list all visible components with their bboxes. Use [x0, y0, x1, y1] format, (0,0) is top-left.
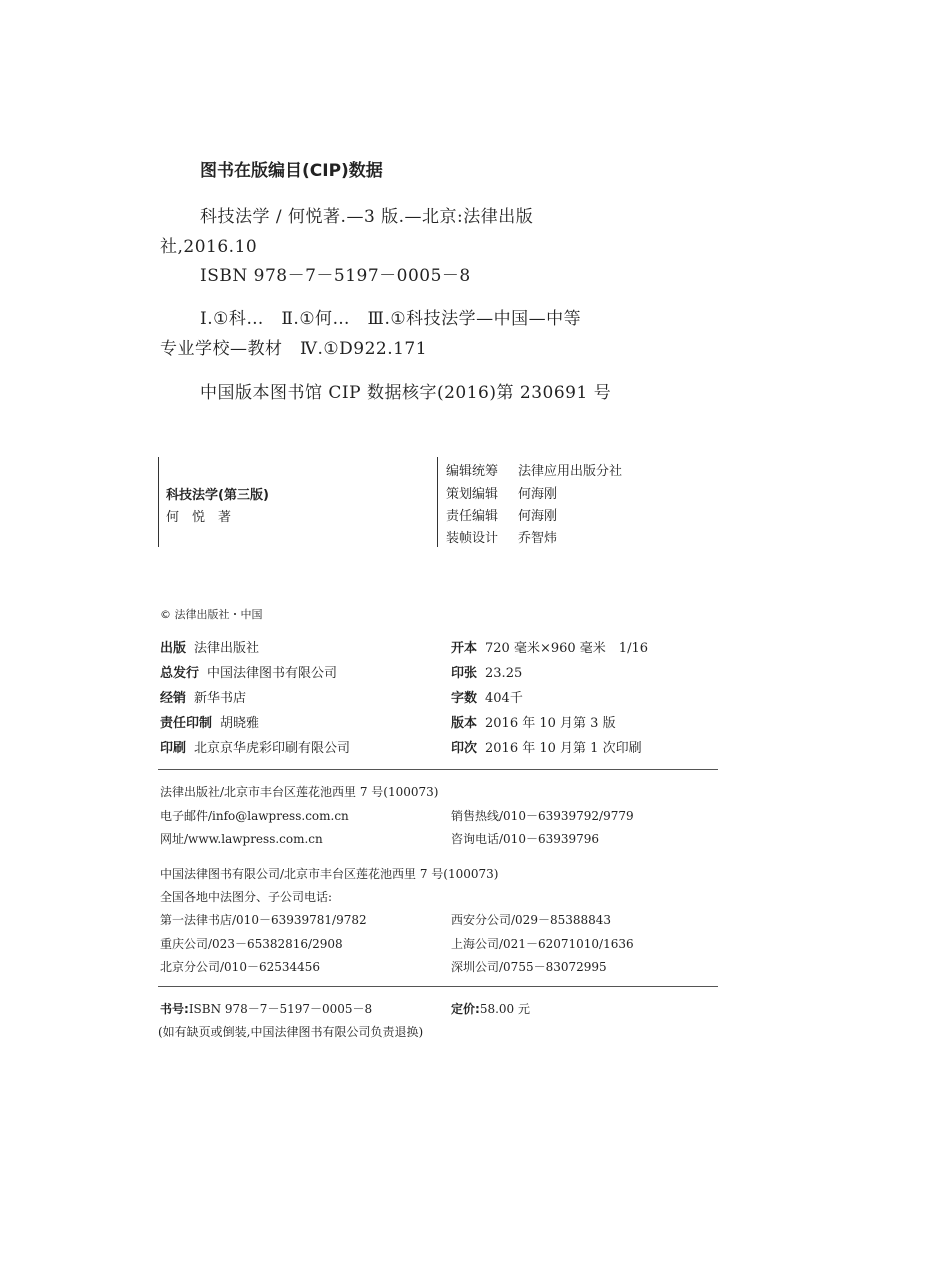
branch-phone: 北京分公司/010－62534456	[160, 960, 321, 974]
pub-value: 中国法律图书有限公司	[207, 666, 338, 681]
pub-label: 字数	[451, 691, 478, 706]
pub-value: 北京京华虎彩印刷有限公司	[194, 741, 351, 756]
cip-line-1: 科技法学 / 何悦著.—3 版.—北京:法律出版	[200, 207, 534, 227]
inquiry-phone: 咨询电话/010－63939796	[451, 832, 600, 846]
return-note: (如有缺页或倒装,中国法律图书有限公司负责退换)	[158, 1025, 424, 1039]
price-label: 定价:	[451, 1002, 480, 1016]
pub-value: 胡晓雅	[220, 716, 260, 731]
branch-phone: 西安分公司/029－85388843	[451, 913, 612, 927]
pub-label: 印次	[451, 741, 478, 756]
box-middle-rule	[437, 457, 438, 547]
pub-label: 经销	[160, 691, 187, 706]
pub-value: 720 毫米×960 毫米 1/16	[485, 641, 648, 656]
book-title: 科技法学(第三版)	[166, 488, 269, 503]
pub-row	[160, 712, 259, 731]
pub-row	[160, 637, 259, 656]
pub-value: 2016 年 10 月第 1 次印刷	[485, 741, 642, 756]
staff-name: 乔智炜	[518, 531, 558, 546]
pub-value: 23.25	[485, 666, 523, 681]
press-email: 电子邮件/info@lawpress.com.cn	[160, 809, 349, 823]
divider	[158, 986, 718, 987]
pub-row	[160, 662, 337, 681]
distributor-address: 中国法律图书有限公司/北京市丰台区莲花池西里 7 号(100073)	[160, 867, 499, 881]
cip-heading: 图书在版编目(CIP)数据	[200, 161, 383, 181]
staff-name: 何海刚	[518, 509, 558, 524]
press-website: 网址/www.lawpress.com.cn	[160, 832, 323, 846]
pub-label: 出版	[160, 641, 187, 656]
price	[451, 1000, 530, 1017]
pub-label: 版本	[451, 716, 478, 731]
pub-row	[451, 712, 616, 731]
book-number-label: 书号:	[160, 1002, 189, 1016]
pub-value: 新华书店	[194, 691, 247, 706]
cip-subject-line-1: Ⅰ.①科… Ⅱ.①何… Ⅲ.①科技法学—中国—中等	[200, 309, 582, 329]
divider	[158, 769, 718, 770]
staff-name: 法律应用出版分社	[518, 464, 623, 479]
staff-name: 何海刚	[518, 487, 558, 502]
branch-phone: 第一法律书店/010－63939781/9782	[160, 913, 367, 927]
pub-value: 2016 年 10 月第 3 版	[485, 716, 616, 731]
staff-role: 策划编辑	[446, 487, 499, 502]
pub-row	[160, 737, 350, 756]
copyright-line: © 法律出版社・中国	[160, 608, 263, 621]
pub-row	[451, 662, 522, 681]
branch-phone: 深圳公司/0755－83072995	[451, 960, 607, 974]
staff-role: 编辑统筹	[446, 464, 499, 479]
pub-label: 责任印制	[160, 716, 213, 731]
pub-label: 印张	[451, 666, 478, 681]
cip-subject-line-2: 专业学校—教材 Ⅳ.①D922.171	[160, 339, 428, 359]
pub-row	[451, 687, 523, 706]
pub-row	[451, 637, 648, 656]
book-number-value: ISBN 978－7－5197－0005－8	[188, 1002, 373, 1016]
staff-role: 装帧设计	[446, 531, 499, 546]
branch-phone: 上海公司/021－62071010/1636	[451, 937, 634, 951]
pub-label: 印刷	[160, 741, 187, 756]
branch-phone: 重庆公司/023－65382816/2908	[160, 937, 343, 951]
pub-row	[451, 737, 642, 756]
staff-role: 责任编辑	[446, 509, 499, 524]
cip-isbn: ISBN 978－7－5197－0005－8	[200, 266, 471, 286]
pub-value: 法律出版社	[194, 641, 260, 656]
book-number	[160, 1000, 372, 1017]
box-left-rule	[158, 457, 159, 547]
pub-value: 404千	[485, 691, 523, 706]
press-address: 法律出版社/北京市丰台区莲花池西里 7 号(100073)	[160, 785, 439, 799]
pub-label: 总发行	[160, 666, 200, 681]
pub-label: 开本	[451, 641, 478, 656]
price-value: 58.00 元	[479, 1002, 530, 1016]
book-author: 何 悦 著	[166, 510, 232, 525]
cip-line-2: 社,2016.10	[160, 237, 258, 257]
sales-hotline: 销售热线/010－63939792/9779	[451, 809, 634, 823]
pub-row	[160, 687, 246, 706]
branches-heading: 全国各地中法图分、子公司电话:	[160, 890, 333, 904]
cip-number: 中国版本图书馆 CIP 数据核字(2016)第 230691 号	[200, 383, 612, 403]
